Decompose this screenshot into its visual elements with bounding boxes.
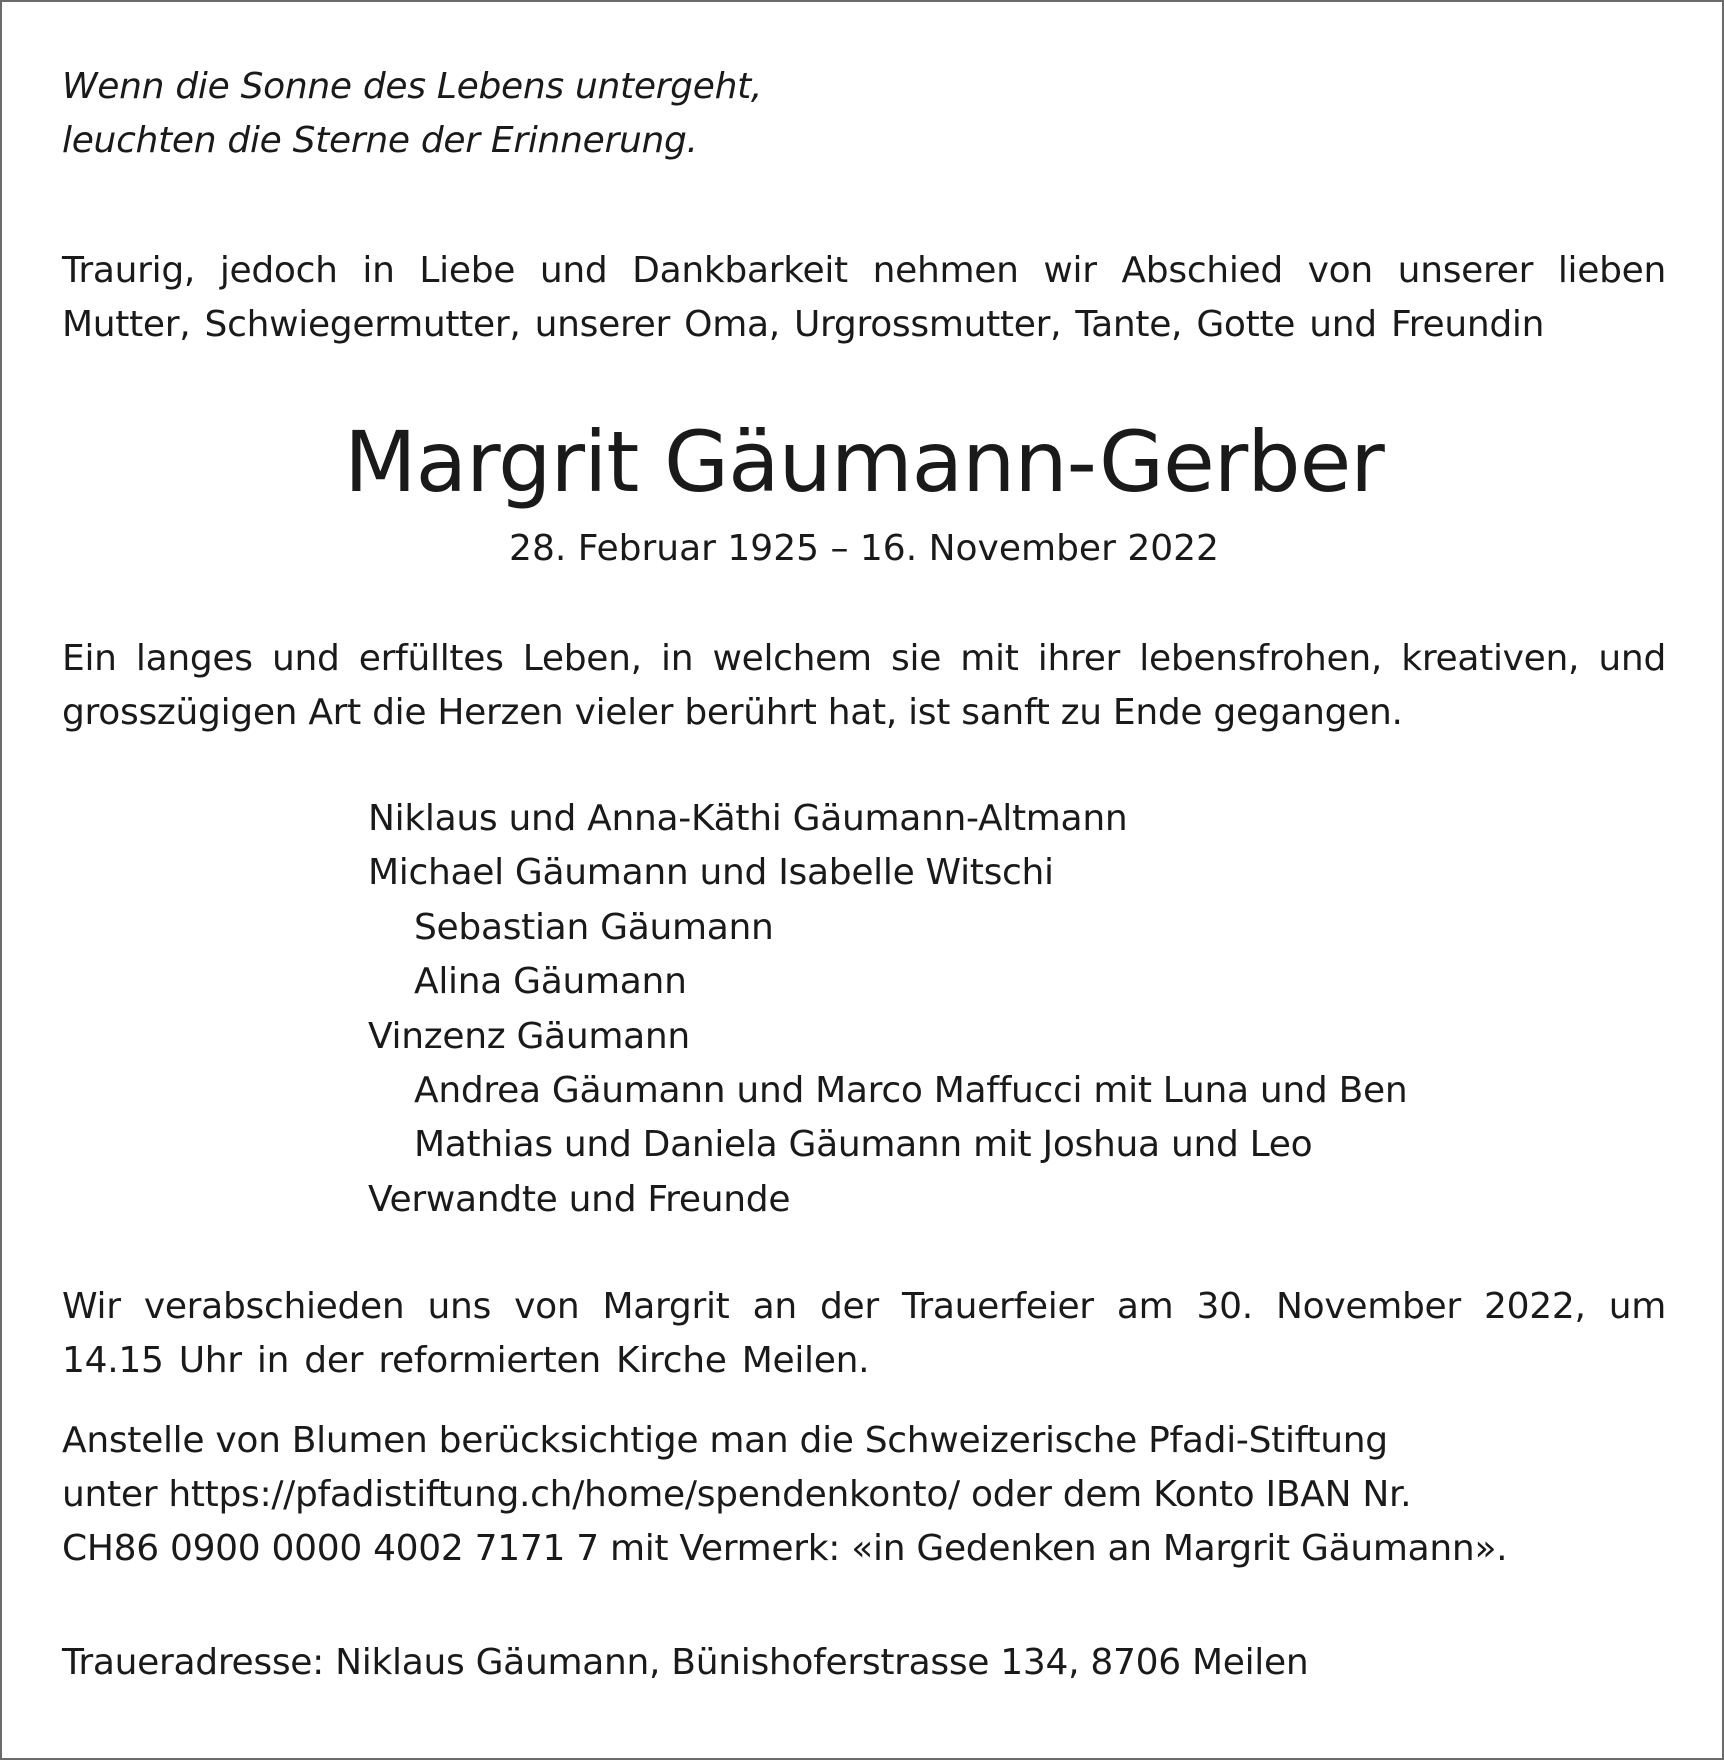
motto-line: Wenn die Sonne des Lebens untergeht, [62, 66, 763, 107]
donation-line: unter https://pfadistiftung.ch/home/spendenkonto/ oder dem Konto IBAN Nr. [62, 1474, 1412, 1515]
tribute-text: Ein langes und erfülltes Leben, in welchem sie mit ihrer lebensfrohen, kreativen, und grosszügigen Art die Herzen vieler berührt hat, ist sanft zu Ende gegangen. [62, 638, 1666, 733]
mourner-entry: Michael Gäumann und Isabelle Witschi [368, 852, 1054, 894]
mourner-entry: Niklaus und Anna-Käthi Gäumann-Altmann [368, 798, 1128, 839]
life-dates: 28. Februar 1925 – 16. November 2022 [509, 528, 1219, 569]
donation-note [62, 1414, 1507, 1576]
mourning-address: Traueradresse: Niklaus Gäumann, Bünishoferstrasse 134, 8706 Meilen [62, 1642, 1309, 1683]
intro-text: Traurig, jedoch in Liebe und Dankbarkeit nehmen wir Abschied von unserer lieben Mutter, Schwiegermutter, unserer Oma, Urgrossmutter, Tante, Gotte und Freundin [62, 250, 1666, 345]
mourner-entry: Vinzenz Gäumann [368, 1015, 690, 1057]
mourner-entry: Andrea Gäumann und Marco Maffucci mit Luna und Ben [414, 1070, 1408, 1112]
mourner-entry: Verwandte und Freunde [368, 1178, 791, 1220]
mourner-entry: Sebastian Gäumann [414, 906, 774, 948]
mourners-list [368, 792, 1407, 1227]
mourner-entry: Alina Gäumann [414, 961, 687, 1003]
funeral-service-text: Wir verabschieden uns von Margrit an der Trauerfeier am 30. November 2022, um 14.15 Uhr in der reformierten Kirche Meilen. [62, 1286, 1666, 1381]
motto-verse [62, 60, 762, 168]
donation-line: Anstelle von Blumen berücksichtige man die Schweizerische Pfadi-Stiftung [62, 1420, 1388, 1461]
mourner-entry: Mathias und Daniela Gäumann mit Joshua und Leo [414, 1124, 1313, 1166]
deceased-name: Margrit Gäumann-Gerber [344, 413, 1384, 511]
motto-line: leuchten die Sterne der Erinnerung. [62, 120, 698, 161]
donation-line: CH86 0900 0000 4002 7171 7 mit Vermerk: «in Gedenken an Margrit Gäumann». [62, 1528, 1508, 1569]
